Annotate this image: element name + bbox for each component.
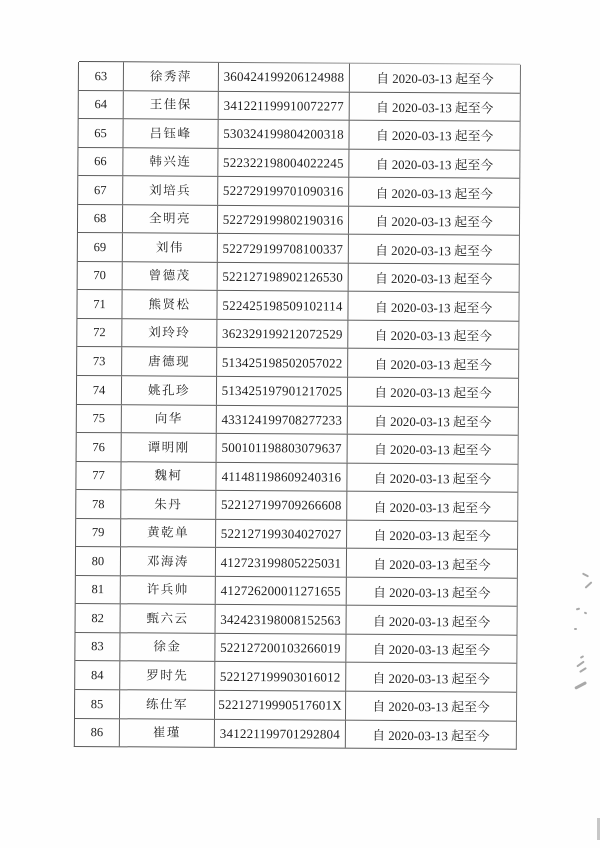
cell-row-number: 65 [78,119,123,147]
cell-validity-period: 自 2020-03-13 起至今 [374,386,492,401]
smudge-stroke [579,667,587,673]
table-row [76,547,517,578]
table-row [77,405,518,436]
cell-person-name: 姚孔珍 [122,376,217,404]
cell-validity-period: 自 2020-03-13 起至今 [372,643,491,658]
cell-validity-period: 自 2020-03-13 起至今 [376,72,494,87]
cell-validity-period: 自 2020-03-13 起至今 [373,500,491,516]
cell-validity-period: 自 2020-03-13 起至今 [376,100,494,116]
cell-validity-period: 自 2020-03-13 起至今 [372,700,490,715]
smudge-stroke [576,661,585,668]
roster-table [74,62,521,750]
cell-validity-period: 自 2020-03-13 起至今 [374,329,493,344]
cell-row-number: 70 [78,262,123,290]
cell-person-name: 徐金 [120,633,215,661]
smudge-stroke [580,655,584,659]
cell-person-name: 刘培兵 [123,176,218,204]
cell-validity-period: 自 2020-03-13 起至今 [375,243,493,259]
cell-id-number: 513425198502057022 [217,348,348,376]
cell-id-number: 362329199212072529 [217,320,348,348]
table-row [79,62,520,93]
cell-validity-period: 自 2020-03-13 起至今 [372,728,490,744]
table-row [76,462,517,493]
table-row [78,233,519,264]
cell-person-name: 甄六云 [121,605,216,633]
cell-id-number: 342423198008152563 [216,605,347,633]
table-row [79,91,520,122]
cell-validity-period: 自 2020-03-13 起至今 [373,557,491,573]
cell-id-number: 500101198803079637 [217,434,348,462]
cell-id-number: 52212719990517601X [215,691,346,719]
cell-person-name: 许兵帅 [121,576,216,604]
cell-person-name: 全明亮 [123,205,218,233]
cell-id-number: 412723199805225031 [216,548,347,576]
table-row [75,633,516,664]
table-row [76,490,517,521]
cell-row-number: 80 [76,547,121,575]
table-row [77,319,518,350]
smudge-stroke [584,612,588,615]
cell-row-number: 81 [76,576,121,604]
table-row [76,604,517,635]
table-row [77,290,518,321]
cell-row-number: 84 [75,661,120,689]
cell-row-number: 77 [76,462,121,490]
cell-row-number: 66 [78,148,123,176]
cell-row-number: 74 [77,376,122,404]
cell-row-number: 76 [77,433,122,461]
cell-id-number: 522127199709266608 [216,491,347,519]
cell-person-name: 刘玲玲 [122,319,217,347]
cell-validity-period: 自 2020-03-13 起至今 [375,186,493,202]
table-row [77,433,518,464]
cell-validity-period: 自 2020-03-13 起至今 [374,272,493,287]
cell-row-number: 71 [77,290,122,318]
smudge-stroke [574,681,587,689]
cell-person-name: 曾德茂 [123,262,218,290]
table-row [76,576,517,607]
cell-id-number: 522127199903016012 [215,662,346,690]
table-row [77,347,518,378]
cell-id-number: 341221199701292804 [215,719,346,747]
smudge-stroke [576,608,580,611]
cell-id-number: 412726200011271655 [216,577,347,605]
cell-person-name: 罗时先 [120,662,215,690]
cell-validity-period: 自 2020-03-13 起至今 [375,157,494,173]
cell-person-name: 邓海涛 [121,548,216,576]
cell-person-name: 唐德现 [122,348,217,376]
table-row [77,376,518,407]
cell-row-number: 72 [77,319,122,347]
table-row [78,148,519,179]
cell-validity-period: 自 2020-03-13 起至今 [374,414,492,430]
cell-validity-period: 自 2020-03-13 起至今 [373,586,491,601]
cell-validity-period: 自 2020-03-13 起至今 [373,471,492,487]
cell-row-number: 69 [78,233,123,261]
cell-person-name: 向华 [122,405,217,433]
cell-validity-period: 自 2020-03-13 起至今 [373,443,492,459]
cell-row-number: 82 [76,604,121,632]
cell-id-number: 522425198509102114 [217,291,348,319]
smudge-stroke [584,581,592,589]
cell-person-name: 谭明刚 [122,433,217,461]
cell-id-number: 522729199802190316 [218,206,349,234]
smudge-stroke [582,572,589,577]
cell-id-number: 433124199708277233 [217,405,348,433]
cell-validity-period: 自 2020-03-13 起至今 [374,357,492,373]
cell-person-name: 韩兴连 [123,148,218,176]
cell-row-number: 85 [75,690,120,718]
smudge-stroke [574,628,577,630]
cell-person-name: 熊贤松 [122,291,217,319]
cell-person-name: 崔瑾 [120,719,215,747]
cell-id-number: 360424199206124988 [219,63,350,91]
table-row [75,690,516,721]
cell-validity-period: 自 2020-03-13 起至今 [373,528,491,544]
cell-id-number: 522127198902126530 [218,263,349,291]
cell-validity-period: 自 2020-03-13 起至今 [375,129,494,145]
table-row [76,519,517,550]
cell-id-number: 530324199804200318 [218,120,349,148]
cell-row-number: 83 [75,633,120,661]
table-row [78,205,519,236]
cell-row-number: 75 [77,405,122,433]
cell-row-number: 73 [77,347,122,375]
cell-person-name: 王佳保 [124,91,219,119]
cell-id-number: 341221199910072277 [219,91,350,119]
table-row [78,262,519,293]
cell-id-number: 522322198004022245 [218,149,349,177]
cell-person-name: 徐秀萍 [124,62,219,90]
cell-row-number: 63 [79,62,124,90]
cell-person-name: 练仕军 [120,690,215,718]
cell-person-name: 魏柯 [121,462,216,490]
scan-smudge-artifact [570,568,600,698]
cell-validity-period: 自 2020-03-13 起至今 [372,671,490,687]
cell-validity-period: 自 2020-03-13 起至今 [375,214,493,230]
cell-row-number: 68 [78,205,123,233]
cell-person-name: 刘伟 [123,234,218,262]
cell-person-name: 吕钰峰 [123,119,218,147]
cell-id-number: 522729199708100337 [218,234,349,262]
cell-person-name: 黄乾单 [121,519,216,547]
cell-id-number: 513425197901217025 [217,377,348,405]
cell-id-number: 522729199701090316 [218,177,349,205]
cell-row-number: 64 [79,91,124,119]
table-row [75,719,516,749]
cell-row-number: 78 [76,490,121,518]
cell-row-number: 67 [78,176,123,204]
table-row [75,661,516,692]
cell-id-number: 411481198609240316 [216,463,347,491]
table-row [78,176,519,207]
cell-validity-period: 自 2020-03-13 起至今 [374,300,493,316]
table-row [78,119,519,150]
cell-id-number: 522127199304027027 [216,520,347,548]
cell-row-number: 86 [75,719,120,747]
cell-person-name: 朱丹 [121,490,216,518]
cell-row-number: 79 [76,519,121,547]
cell-id-number: 522127200103266019 [215,634,346,662]
cell-validity-period: 自 2020-03-13 起至今 [372,614,491,630]
